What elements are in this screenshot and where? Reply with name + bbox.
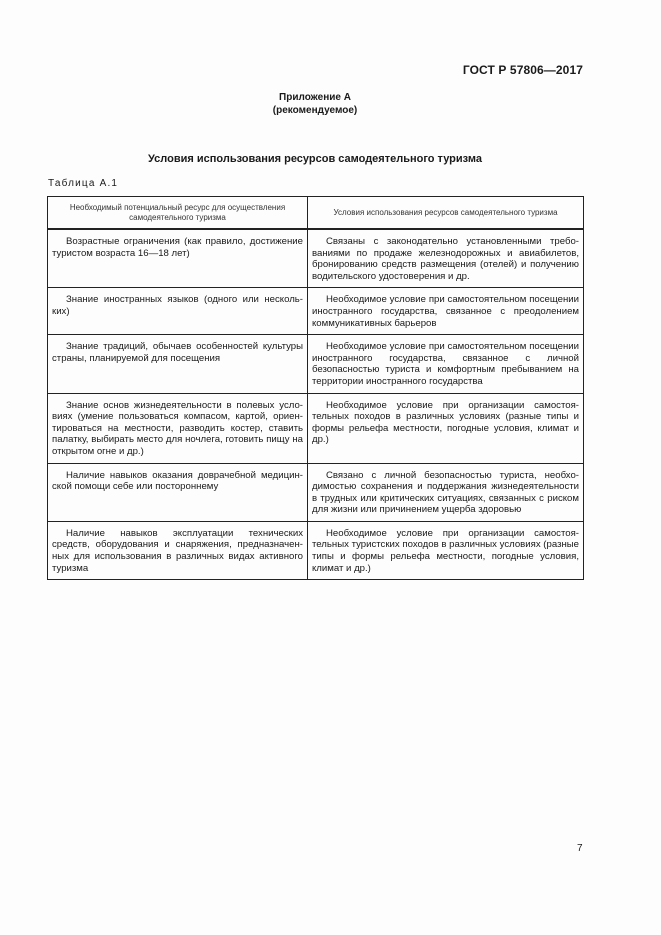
resource-cell [48,393,308,463]
resource-text: Знание основ жизнедеятельности в полевых условиях (умение пользоваться компасом, картой, ориентироваться на местности, разводить костер, ставить палатку, выбирать место для ночлега, готовить пищу на открытом огне и др.) [52,399,303,457]
appendix-note: (рекомендуемое) [272,105,358,116]
table-row [48,288,584,335]
condition-cell [308,288,584,335]
column-header-condition: Условия использования ресурсов самодеятельного туризма [308,197,584,230]
table-row [48,335,584,393]
table-row [48,229,584,288]
appendix-title: Приложение А [279,92,351,103]
condition-text: Связаны с законодательно установленными требованиями по продаже железнодорожных и авиабилетов, бронированию средств размещения (отелей) и получению водительского удостоверения и др. [312,236,579,282]
resource-text: Наличие навыков оказания доврачебной медицинской помощи себе или постороннему [52,469,303,493]
condition-text: Необходимое условие при самостоятельном посещении иностранного государства, связанное с преодолением коммуникативных барьеров [312,294,579,329]
condition-cell [308,463,584,521]
table-header-row [48,197,584,230]
column-header-resource: Необходимый потенциальный ресурс для осуществления самодеятельного туризма [48,197,308,230]
resource-cell [48,521,308,579]
condition-cell [308,229,584,288]
table-row [48,521,584,579]
resource-cell [48,463,308,521]
condition-text: Связано с личной безопасностью туриста, необходимостью сохранения и поддержания жизнедеятельности в трудных или критических ситуациях, связанных с риском для жизни или причинением ущерба здоровью [312,469,579,516]
resource-text: Знание иностранных языков (одного или нескольких) [52,294,303,317]
condition-text: Необходимое условие при организации самостоятельных туристских походов в различных условиях (разные типы и формы рельефа местности, погодные условия, климат и др.) [312,527,579,574]
standard-number: ГОСТ Р 57806—2017 [462,63,583,77]
resource-text: Возрастные ограничения (как правило, достижение туристом возраста 16—18 лет) [52,236,303,259]
condition-cell [308,393,584,463]
resource-text: Наличие навыков эксплуатации технических средств, оборудования и снаряжения, предназначенных для использования в различных видах активного туризма [52,527,303,574]
section-title: Условия использования ресурсов самодеятельного туризма [148,153,482,165]
condition-text: Необходимое условие при самостоятельном посещении иностранного государства, связанное с личной безопасностью туриста и комфортным пребыванием на территории иностранного государства [312,341,579,387]
table-label: Таблица А.1 [48,178,119,189]
resource-cell [48,335,308,393]
conditions-table [47,196,584,580]
condition-cell [308,521,584,579]
resource-text: Знание традиций, обычаев особенностей культуры страны, планируемой для посещения [52,341,303,364]
table-row [48,463,584,521]
condition-cell [308,335,584,393]
condition-text: Необходимое условие при организации самостоятельных походов в различных условиях (разные типы и формы рельефа местности, погодные условия, климат и др.) [312,399,579,446]
resource-cell [48,229,308,288]
table-row [48,393,584,463]
page-number: 7 [577,843,583,854]
resource-cell [48,288,308,335]
